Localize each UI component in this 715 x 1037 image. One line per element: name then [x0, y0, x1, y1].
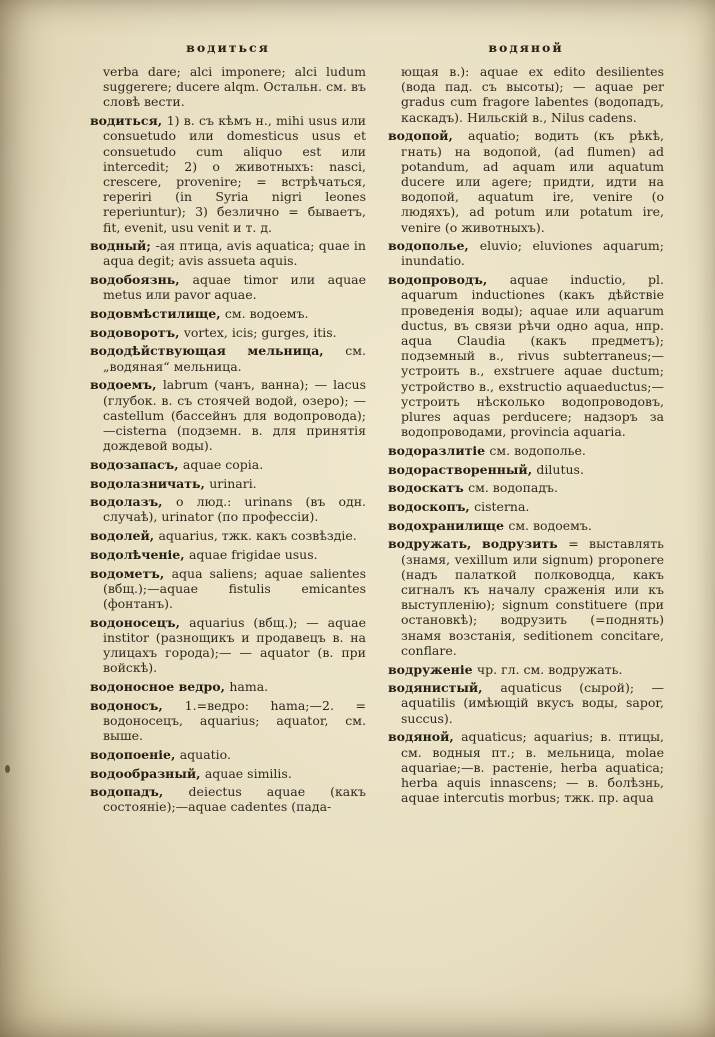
entry-headword: водохранилище: [388, 517, 509, 533]
entry-body: ющая в.): aquae ex edito desilientes (вода пад. съ высоты); — aquae per gradus cum fragore labentes (водопадъ, каскадъ). Нильскій в., Nilus cadens.: [401, 64, 664, 125]
entry-body: aquae similis.: [204, 765, 292, 781]
dictionary-entry: [90, 476, 366, 491]
entry-body: aqua saliens; aquae salientes (вбщ.);—aquae fistulis emicantes (фонтанъ).: [103, 565, 366, 611]
left-column: [90, 64, 366, 818]
entry-body: см. водоемъ.: [224, 306, 309, 322]
entry-headword: водружать, водрузить: [388, 536, 569, 552]
dictionary-entry: [90, 113, 366, 235]
dictionary-entry: [90, 494, 366, 524]
entry-body: deiectus aquae (какъ состояніе);—aquae cadentes (пада-: [103, 784, 366, 815]
dictionary-entry: [388, 518, 664, 533]
entry-body: = выставлять (знамя, vexillum или signum) proponere (надъ палаткой полководца, какъ сигналъ къ началу сраженія или къ выступленію); signum constituere (при остановкѣ); водрузить (=поднять) знамя возстанія, seditionem concitare, conflare.: [401, 536, 664, 658]
entry-body: eluvio; eluviones aquarum; inundatio.: [401, 238, 664, 269]
entry-headword: водоскопъ,: [388, 498, 475, 514]
dictionary-entry: [90, 343, 366, 373]
dictionary-entry: [90, 698, 366, 744]
dictionary-entry: [388, 499, 664, 514]
entry-body: aquarius, тжк. какъ созвѣздіе.: [158, 528, 357, 544]
right-column: [388, 64, 664, 818]
entry-headword: водиться,: [90, 113, 167, 129]
entry-headword: водобоязнь,: [90, 272, 193, 288]
entry-body: cisterna.: [474, 498, 530, 514]
entry-headword: водный;: [90, 238, 156, 254]
entry-headword: водозапасъ,: [90, 456, 183, 472]
columns: [90, 64, 664, 818]
entry-headword: водруженіе: [388, 661, 477, 677]
entry-headword: водолей,: [90, 528, 159, 544]
dictionary-entry: [388, 238, 664, 268]
entry-headword: водяной,: [388, 729, 462, 745]
entry-body: aquae inductio, pl. aquarum inductiones (какъ дѣйствіе проведенія воды); aquae или aquarum ductus, въ связи рѣчи одно aqua, нпр. aqua Claudia (какъ предметъ); подземный в., rivus subterraneus;—устроить в., exstruere aquae ductum; устройство в., exstructio aquaeductus;—устроить нѣсколько водопроводовъ, plures aquas perducere; надзоръ за водопроводами, provincia aquaria.: [401, 272, 664, 440]
entry-body: verba dare; alci imponere; alci ludum suggerere; ducere alqm. Остальн. см. въ словѣ вести.: [103, 64, 366, 110]
entry-headword: вододѣйствующая мельница,: [90, 343, 346, 359]
dictionary-entry: [90, 325, 366, 340]
dictionary-entry: [388, 272, 664, 439]
dictionary-entry: [90, 566, 366, 612]
running-head-right: водяной: [488, 40, 564, 55]
dictionary-entry: [388, 128, 664, 234]
entry-body: aquarius (вбщ.); — aquae institor (разнощикъ и продавецъ в. на улицахъ города);— — aquator (в. при войскѣ).: [103, 614, 366, 676]
running-heads: [90, 40, 664, 55]
entry-body: vortex, icis; gurges, itis.: [183, 324, 337, 340]
entry-body: aquatio.: [179, 746, 231, 762]
entry-headword: водополье,: [388, 238, 480, 254]
entry-body: чр. гл. см. водружать.: [476, 661, 623, 677]
entry-headword: водянистый,: [388, 680, 501, 696]
entry-body: aquaticus; aquarius; в. птицы, см. водныя пт.; в. мельница, molae aquariae;—в. растеніе, herba aquatica; herba aquis innascens; — в. болѣзнь, aquae intercutis morbus; тжк. пр. aqua: [401, 729, 664, 806]
dictionary-entry: [388, 680, 664, 726]
entry-body: aquae copia.: [182, 456, 264, 472]
entry-headword: водовмѣстилище,: [90, 306, 225, 322]
entry-body: см. „водяная“ мельница.: [103, 343, 366, 374]
entry-headword: водолазъ,: [90, 494, 176, 510]
dictionary-entry: [388, 729, 664, 805]
entry-headword: водопоеніе,: [90, 746, 180, 762]
dictionary-entry: [90, 64, 366, 110]
entry-headword: водоносное ведро,: [90, 679, 230, 695]
entry-headword: водометъ,: [90, 565, 172, 581]
entry-headword: водоносецъ,: [90, 614, 190, 630]
entry-body: aquae frigidae usus.: [188, 546, 318, 562]
entry-headword: водоразлитіе: [388, 442, 490, 458]
entry-headword: водоемъ,: [90, 377, 163, 393]
entry-headword: водообразный,: [90, 765, 205, 781]
dictionary-entry: [388, 662, 664, 677]
dictionary-entry: [90, 679, 366, 694]
dictionary-entry: [90, 377, 366, 453]
entry-body: о люд.: urinans (въ одн. случаѣ), urinator (по профессіи).: [103, 494, 366, 525]
dictionary-entry: [90, 766, 366, 781]
entry-body: см. водоемъ.: [508, 517, 592, 533]
entry-headword: водолазничать,: [90, 475, 210, 491]
entry-body: aquae timor или aquae metus или pavor aquae.: [103, 272, 367, 303]
entry-body: dilutus.: [536, 461, 584, 477]
entry-body: см. водопадъ.: [468, 480, 558, 496]
entry-headword: водолѣченіе,: [90, 546, 189, 562]
entry-headword: водоворотъ,: [90, 324, 184, 340]
dictionary-entry: [90, 547, 366, 562]
entry-body: 1.=ведро: hama;—2. = водоносецъ, aquarius; aquator, см. выше.: [103, 697, 366, 744]
entry-headword: водоносъ,: [90, 697, 185, 713]
dictionary-entry: [90, 238, 366, 268]
dictionary-entry: [388, 443, 664, 458]
ink-speck: [5, 765, 10, 773]
dictionary-entry: [90, 747, 366, 762]
entry-headword: водоскатъ: [388, 480, 469, 496]
entry-body: aquaticus (сырой); — aquatilis (имѣющій вкусъ воды, sapor, succus).: [401, 680, 664, 726]
text-block: [90, 40, 664, 818]
entry-body: 1) в. съ кѣмъ н., mihi usus или consuetudo или domesticus usus et consuetudo cum aliquo est или intercedit; 2) о животныхъ: nasci, crescere, provenire; = встрѣчаться, reperiri (in Syria nigri leones reperiuntur); 3) безлично = бываетъ, fit, evenit, usu venit и т. д.: [103, 113, 366, 235]
entry-headword: водорастворенный,: [388, 461, 537, 477]
entry-body: hama.: [229, 679, 269, 695]
dictionary-entry: [388, 64, 664, 125]
entry-body: labrum (чанъ, ванна); — lacus (глубок. в. съ стоячей водой, озеро); — castellum (бассейнъ для водопровода);—cisterna (подземн. в. для принятія дождевой воды).: [103, 377, 367, 454]
dictionary-entry: [388, 536, 664, 658]
entry-headword: водопадъ,: [90, 784, 189, 800]
entry-headword: водопой,: [388, 128, 469, 144]
entry-body: -ая птица, avis aquatica; quae in aqua degit; avis assueta aquis.: [103, 238, 366, 269]
entry-body: urinari.: [209, 475, 257, 491]
dictionary-entry: [388, 462, 664, 477]
dictionary-entry: [90, 784, 366, 814]
entry-body: aquatio; водить (къ рѣкѣ, гнать) на водопой, (ad flumen) ad potandum, ad aquam или aquatum ducere или agere; придти, идти на водопой, aquatum ire, venire (о людяхъ), ad potum или potatum ire, venire (о животныхъ).: [401, 128, 665, 235]
dictionary-entry: [90, 272, 366, 302]
entry-body: см. водополье.: [489, 442, 586, 458]
dictionary-entry: [90, 457, 366, 472]
running-head-left: водиться: [186, 40, 270, 55]
entry-headword: водопроводъ,: [388, 272, 510, 288]
dictionary-entry: [388, 480, 664, 495]
dictionary-entry: [90, 528, 366, 543]
dictionary-entry: [90, 306, 366, 321]
dictionary-entry: [90, 615, 366, 676]
